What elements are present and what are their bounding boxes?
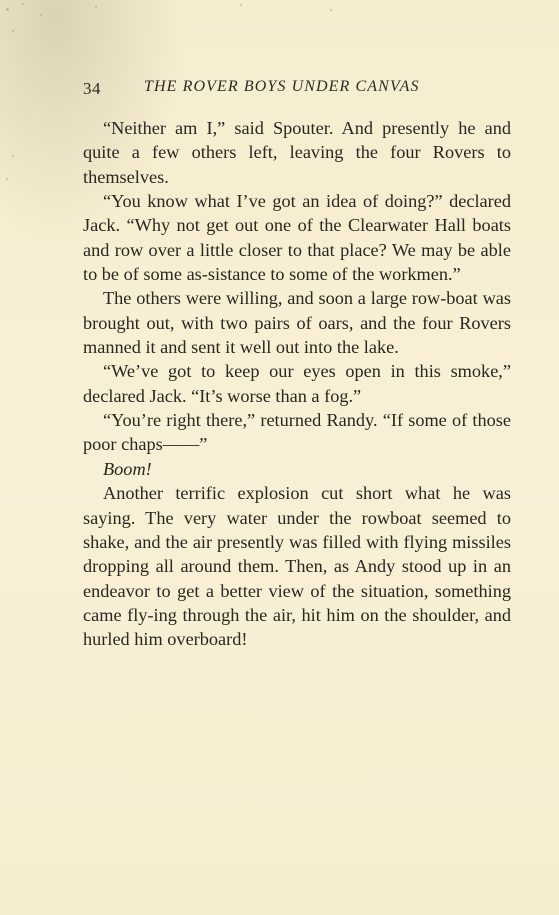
paper-speck — [6, 8, 9, 11]
running-header — [83, 78, 513, 102]
paragraph: “We’ve got to keep our eyes open in this smoke,” declared Jack. “It’s worse than a fog.” — [83, 361, 511, 406]
paper-speck — [95, 6, 97, 8]
paragraph: The others were willing, and soon a large row-boat was brought out, with two pairs of oars, and the four Rovers manned it and sent it well out into the lake. — [83, 288, 511, 358]
paper-speck — [12, 155, 14, 157]
running-title: THE ROVER BOYS UNDER CANVAS — [144, 78, 420, 95]
page-number: 34 — [83, 79, 101, 98]
paper-speck — [6, 178, 8, 180]
paragraph-exclamation: Boom! — [103, 458, 152, 479]
paper-speck — [22, 3, 24, 5]
paragraph: “You’re right there,” returned Randy. “If some of those poor chaps——” — [83, 410, 511, 455]
paper-speck — [40, 14, 42, 16]
paragraph: Another terrific explosion cut short what he was saying. The very water under the rowboat seemed to shake, and the air presently was filled with flying missiles dropping all around them. Then, as Andy stood up in an endeavor to get a better view of the situation, something came fly-ing through the air, hit him on the shoulder, and hurled him overboard! — [83, 483, 511, 650]
paper-speck — [330, 9, 332, 11]
body-text — [83, 116, 511, 652]
paragraph: “Neither am I,” said Spouter. And presently he and quite a few others left, leaving the four Rovers to themselves. — [83, 118, 511, 187]
paragraph: “You know what I’ve got an idea of doing?” declared Jack. “Why not get out one of the Clearwater Hall boats and row over a little closer to that place? We may be able to be of some as-sistance to some of the workmen.” — [83, 191, 511, 285]
paper-speck — [12, 30, 14, 32]
paper-speck — [240, 4, 242, 6]
